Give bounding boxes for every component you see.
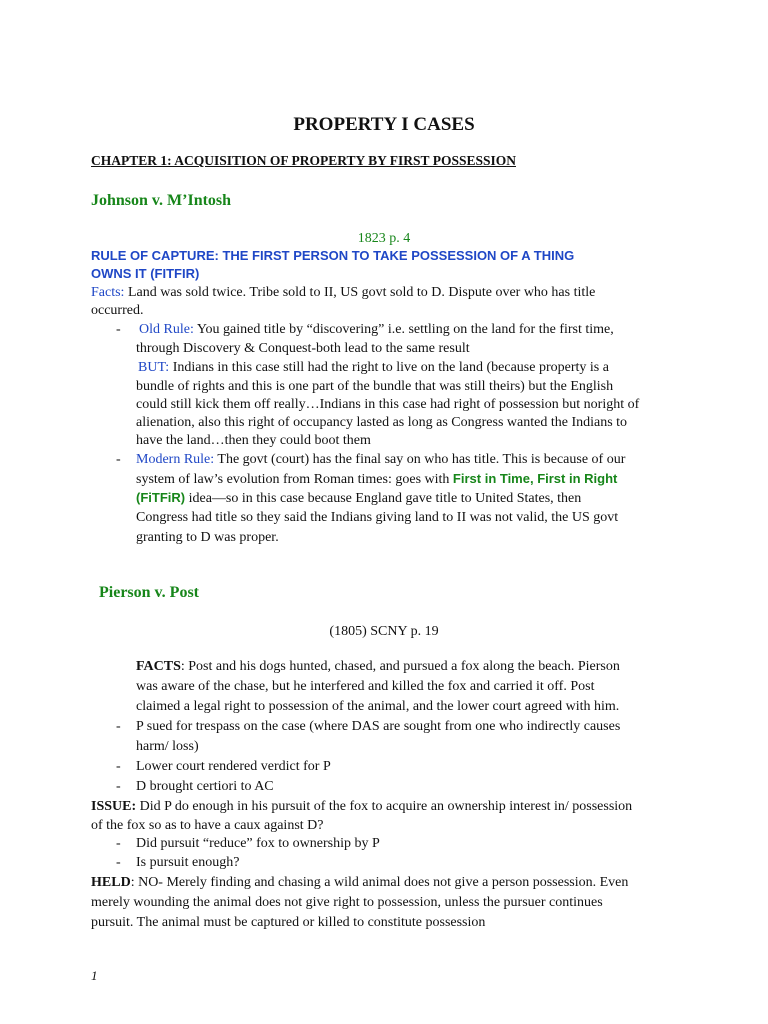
page-number: 1 [91,968,98,983]
issue-paragraph [91,797,632,816]
but-paragraph [138,358,609,377]
old-rule-paragraph [139,320,614,339]
list-item: D brought certiori to AC [136,779,274,794]
list-item-cont: harm/ loss) [136,739,199,754]
facts-label-pierson: FACTS [136,659,181,674]
list-item: Lower court rendered verdict for P [136,759,331,774]
issue-label: ISSUE: [91,799,137,814]
modern-rule-line4: Congress had title so they said the Indians giving land to II was not valid, the US govt [136,510,619,525]
rule-heading-line2: OWNS IT (FITFIR) [91,266,200,281]
facts-pierson-line3: claimed a legal right to possession of the animal, and the lower court agreed with him. [136,699,620,714]
list-item: Is pursuit enough? [136,855,240,870]
facts-pierson-line2: was aware of the chase, but he interfered and killed the fox and carried it off. Post [136,679,595,694]
modern-rule-line3 [136,488,581,508]
bullet-dash: - [116,759,121,774]
case-title-johnson: Johnson v. M’Intosh [91,192,232,209]
old-rule-text: You gained title by “discovering” i.e. settling on the land for the first time, [193,322,614,337]
held-label: HELD [91,875,131,890]
bullet-dash: - [116,779,121,794]
held-text-line2: merely wounding the animal does not give right to possession, unless the pursuer continues [91,895,603,910]
fitfir-phrase: First in Time, First in Right [452,471,618,486]
but-text-line5: have the land…then they could boot them [136,433,371,448]
modern-rule-line5: granting to D was proper. [136,530,279,545]
bullet-dash: - [116,836,121,851]
rule-heading: RULE OF CAPTURE: THE FIRST PERSON TO TAKE POSSESSION OF A THING [91,248,575,263]
facts-text: Land was sold twice. Tribe sold to II, US govt sold to D. Dispute over who has title [124,285,596,300]
facts-label: Facts: [91,285,125,300]
held-text: : NO- Merely finding and chasing a wild animal does not give a person possession. Even [130,875,629,890]
document-title: PROPERTY I CASES [293,114,475,135]
bullet-dash: - [116,322,121,337]
case-citation-pierson: (1805) SCNY p. 19 [329,624,439,639]
old-rule-label: Old Rule: [139,322,194,337]
modern-rule-line2 [136,469,617,489]
chapter-heading: CHAPTER 1: ACQUISITION OF PROPERTY BY FIRST POSSESSION [91,153,516,168]
modern-rule-text-2: system of law’s evolution from Roman times: goes with [136,472,453,487]
but-text-line3: could still kick them off really…Indians in this case had right of possession but noright of [136,397,640,412]
list-item: Did pursuit “reduce” fox to ownership by P [136,836,380,851]
bullet-dash: - [116,452,121,467]
case-title-pierson: Pierson v. Post [99,584,199,601]
held-text-line3: pursuit. The animal must be captured or killed to constitute possession [91,915,486,930]
issue-text: Did P do enough in his pursuit of the fox to acquire an ownership interest in/ possession [136,799,633,814]
facts-text-line2: occurred. [91,303,144,318]
issue-text-line2: of the fox so as to have a caux against D? [91,818,324,833]
but-text: Indians in this case still had the right to live on the land (because property is a [169,360,609,375]
bullet-dash: - [116,719,121,734]
list-item: P sued for trespass on the case (where DAS are sought from one who indirectly causes [136,719,621,734]
case-citation-johnson: 1823 p. 4 [357,231,411,246]
modern-rule-text: The govt (court) has the final say on who has title. This is because of our [214,452,626,467]
bullet-dash: - [116,855,121,870]
modern-rule-text-3: idea—so in this case because England gave title to United States, then [185,491,582,506]
but-label: BUT: [138,360,170,375]
old-rule-text-line2: through Discovery & Conquest-both lead to the same result [136,341,470,356]
held-paragraph [91,873,628,892]
but-text-line2: bundle of rights and this is one part of the bundle that was still theirs) but the English [136,379,614,394]
fitfir-acronym: (FiTFiR) [136,490,186,505]
modern-rule-paragraph [136,450,625,469]
but-text-line4: alienation, also this right of occupancy lasted as long as Congress wanted the Indians to [136,415,628,430]
modern-rule-label: Modern Rule: [136,452,215,467]
facts-paragraph-pierson [136,657,620,676]
facts-text-pierson: : Post and his dogs hunted, chased, and pursued a fox along the beach. Pierson [180,659,620,674]
facts-paragraph-johnson [91,283,595,302]
